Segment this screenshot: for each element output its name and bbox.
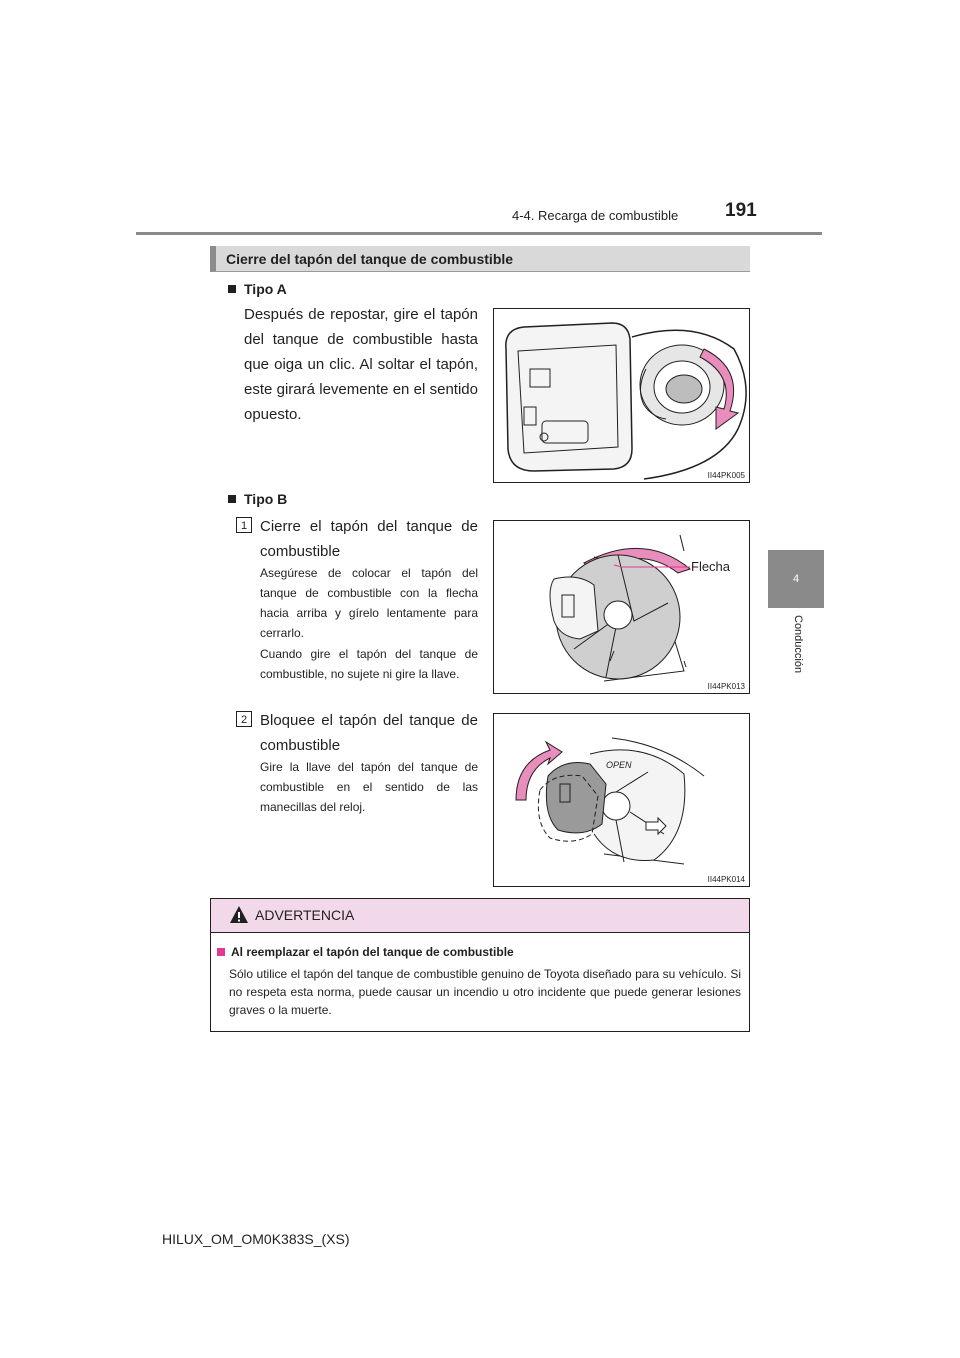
bullet-square-icon <box>228 285 236 293</box>
bullet-square-icon <box>228 495 236 503</box>
fuel-cap-close-figure <box>493 520 750 694</box>
header-section-title: 4-4. Recarga de combustible <box>512 208 679 223</box>
fuel-door-illustration <box>494 309 749 482</box>
type-b-heading: Tipo B <box>228 491 287 507</box>
step-number-1: 1 <box>236 517 252 533</box>
step-1-note-1: Asegúrese de colocar el tapón del tanque de combustible con la flecha hacia arriba y gírelo lentamente para cerrarlo. <box>260 566 478 640</box>
header-rule <box>136 232 822 235</box>
fuel-cap-lock-figure <box>493 713 750 887</box>
type-a-heading: Tipo A <box>228 281 287 297</box>
type-a-text: Después de repostar, gire el tapón del tanque de combustible hasta que oiga un clic. Al soltar el tapón, este girará levemente en el sentido opuesto. <box>244 306 478 423</box>
section-heading <box>210 246 750 272</box>
warning-triangle-icon <box>229 905 249 925</box>
warning-header <box>211 899 749 933</box>
section-heading-text: Cierre del tapón del tanque de combustible <box>226 251 514 267</box>
warning-box <box>210 898 750 1032</box>
figure-code: II44PK005 <box>707 471 745 480</box>
page-number: 191 <box>725 200 757 221</box>
figure-code: II44PK013 <box>707 682 745 691</box>
fuel-cap-close-illustration <box>494 521 749 693</box>
step-2-note-1: Gire la llave del tapón del tanque de combustible en el sentido de las manecillas del reloj. <box>260 760 478 814</box>
fuel-door-figure <box>493 308 750 483</box>
warning-text: Sólo utilice el tapón del tanque de combustible genuino de Toyota diseñado para su vehículo. Si no respeta esta norma, puede causar un incendio u otro incidente que puede generar lesiones graves o la muerte. <box>229 967 741 1017</box>
step-2-title: Bloquee el tapón del tanque de combustible <box>260 712 478 754</box>
warning-subheading: Al reemplazar el tapón del tanque de combustible <box>217 945 514 959</box>
pink-bullet-icon <box>217 948 225 956</box>
step-1-title: Cierre el tapón del tanque de combustible <box>260 518 478 560</box>
warning-title: ADVERTENCIA <box>255 907 355 923</box>
chapter-tab: 4 <box>768 550 824 608</box>
open-label: OPEN <box>606 760 632 770</box>
figure-code: II44PK014 <box>707 875 745 884</box>
step-1-note-2: Cuando gire el tapón del tanque de combustible, no sujete ni gire la llave. <box>260 647 478 681</box>
step-number-2: 2 <box>236 711 252 727</box>
fuel-cap-lock-illustration <box>494 714 749 886</box>
chapter-label: Conducción <box>792 615 804 674</box>
arrow-label: Flecha <box>691 559 731 574</box>
footer-doc-code: HILUX_OM_OM0K383S_(XS) <box>162 1231 350 1247</box>
